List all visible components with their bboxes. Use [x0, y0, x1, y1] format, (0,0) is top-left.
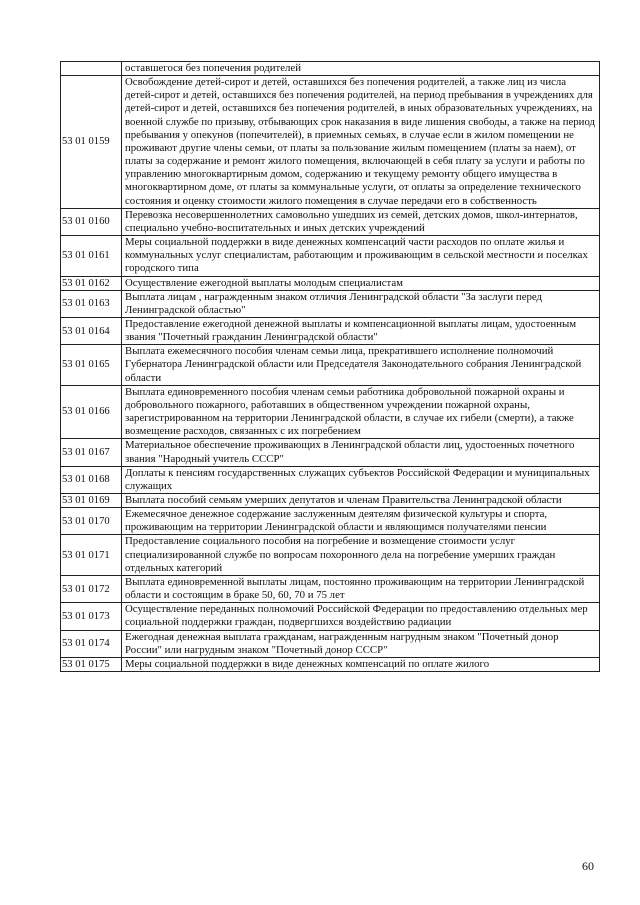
row-description: Выплата ежемесячного пособия членам семьи лица, прекратившего исполнение полномочий Губернатора Ленинградской области или Председателя Законодательного собрания Ленинградской области: [122, 345, 600, 385]
row-description: Выплата пособий семьям умерших депутатов и членам Правительства Ленинградской области: [122, 494, 600, 508]
row-description: Меры социальной поддержки в виде денежных компенсаций по оплате жилого: [122, 657, 600, 671]
row-code: 53 01 0172: [61, 575, 122, 602]
row-description: Выплата единовременной выплаты лицам, постоянно проживающим на территории Ленинградской области и состоящим в браке 50, 60, 70 и 75 лет: [122, 575, 600, 602]
row-code: 53 01 0170: [61, 508, 122, 535]
row-code: 53 01 0160: [61, 208, 122, 235]
row-description: Осуществление ежегодной выплаты молодым специалистам: [122, 276, 600, 290]
table-row: [61, 345, 600, 385]
table-row: [61, 385, 600, 439]
row-description: Ежегодная денежная выплата гражданам, награжденным нагрудным знаком "Почетный донор России" или нагрудным знаком "Почетный донор СССР": [122, 630, 600, 657]
row-description: Осуществление переданных полномочий Российской Федерации по предоставлению отдельных мер социальной поддержки граждан, подвергшихся воздействию радиации: [122, 603, 600, 630]
row-code: 53 01 0159: [61, 76, 122, 209]
table-row: [61, 236, 600, 276]
row-code: [61, 62, 122, 76]
table-row: [61, 575, 600, 602]
row-description: Ежемесячное денежное содержание заслуженным деятелям физической культуры и спорта, проживающим на территории Ленинградской области и являющимся получателями пенсии: [122, 508, 600, 535]
table-row: [61, 508, 600, 535]
row-code: 53 01 0173: [61, 603, 122, 630]
table-row: [61, 630, 600, 657]
row-description: Меры социальной поддержки в виде денежных компенсаций части расходов по оплате жилья и коммунальных услуг специалистам, работающим и проживающим в сельской местности и поселках городского типа: [122, 236, 600, 276]
table-row: [61, 208, 600, 235]
table-body: [61, 62, 600, 672]
table-row: [61, 439, 600, 466]
table-row: [61, 657, 600, 671]
table-row: [61, 603, 600, 630]
row-description: Доплаты к пенсиям государственных служащих субъектов Российской Федерации и муниципальных служащих: [122, 466, 600, 493]
row-description: Выплата единовременного пособия членам семьи работника добровольной пожарной охраны и добровольного пожарного, работавших в общественном учреждении пожарной охраны, зарегистрированном на территории Ленинградской области, в случае их гибели (смерти), а также возмещение расходов, связанных с их погребением: [122, 385, 600, 439]
table-row: [61, 62, 600, 76]
row-code: 53 01 0165: [61, 345, 122, 385]
page-number: 60: [582, 859, 594, 873]
row-code: 53 01 0162: [61, 276, 122, 290]
table-row: [61, 290, 600, 317]
row-code: 53 01 0164: [61, 317, 122, 344]
row-code: 53 01 0175: [61, 657, 122, 671]
table-row: [61, 76, 600, 209]
row-description: оставшегося без попечения родителей: [122, 62, 600, 76]
row-description: Выплата лицам , награжденным знаком отличия Ленинградской области "За заслуги перед Ленинградской областью": [122, 290, 600, 317]
table-row: [61, 535, 600, 575]
row-code: 53 01 0161: [61, 236, 122, 276]
row-description: Освобождение детей-сирот и детей, оставшихся без попечения родителей, а также лиц из числа детей-сирот и детей, оставшихся без попечения родителей, на период пребывания в учреждениях для детей-сирот и детей, оставшихся без попечения родителей, в иных образовательных учреждениях, на военной службе по призыву, отбывающих срок наказания в виде лишения свободы, а также на период пребывания у опекунов (попечителей), в приемных семьях, в случае если в жилом помещении не проживают другие члены семьи, от платы за пользование жилым помещением (платы за наем), от платы за содержание и ремонт жилого помещения, включающей в себя плату за услуги и работы по управлению многоквартирным домом, содержанию и текущему ремонту общего имущества в многоквартирном доме, от платы за коммунальные услуги, от оплаты за определение технического состояния и оценку стоимости жилого помещения в случае передачи его в собственность: [122, 76, 600, 209]
row-code: 53 01 0174: [61, 630, 122, 657]
table-row: [61, 317, 600, 344]
table-row: [61, 276, 600, 290]
row-code: 53 01 0169: [61, 494, 122, 508]
table-row: [61, 494, 600, 508]
row-code: 53 01 0171: [61, 535, 122, 575]
row-code: 53 01 0166: [61, 385, 122, 439]
row-description: Предоставление социального пособия на погребение и возмещение стоимости услуг специализированной службе по вопросам похоронного дела на погребение умерших граждан отдельных категорий: [122, 535, 600, 575]
table-row: [61, 466, 600, 493]
row-description: Перевозка несовершеннолетних самовольно ушедших из семей, детских домов, школ-интернатов, специально учебно-воспитательных и иных детских учреждений: [122, 208, 600, 235]
row-code: 53 01 0168: [61, 466, 122, 493]
row-code: 53 01 0167: [61, 439, 122, 466]
row-description: Предоставление ежегодной денежной выплаты и компенсационной выплаты лицам, удостоенным звания "Почетный гражданин Ленинградской области": [122, 317, 600, 344]
row-description: Материальное обеспечение проживающих в Ленинградской области лиц, удостоенных почетного звания "Народный учитель СССР": [122, 439, 600, 466]
row-code: 53 01 0163: [61, 290, 122, 317]
budget-code-table: [60, 61, 600, 672]
